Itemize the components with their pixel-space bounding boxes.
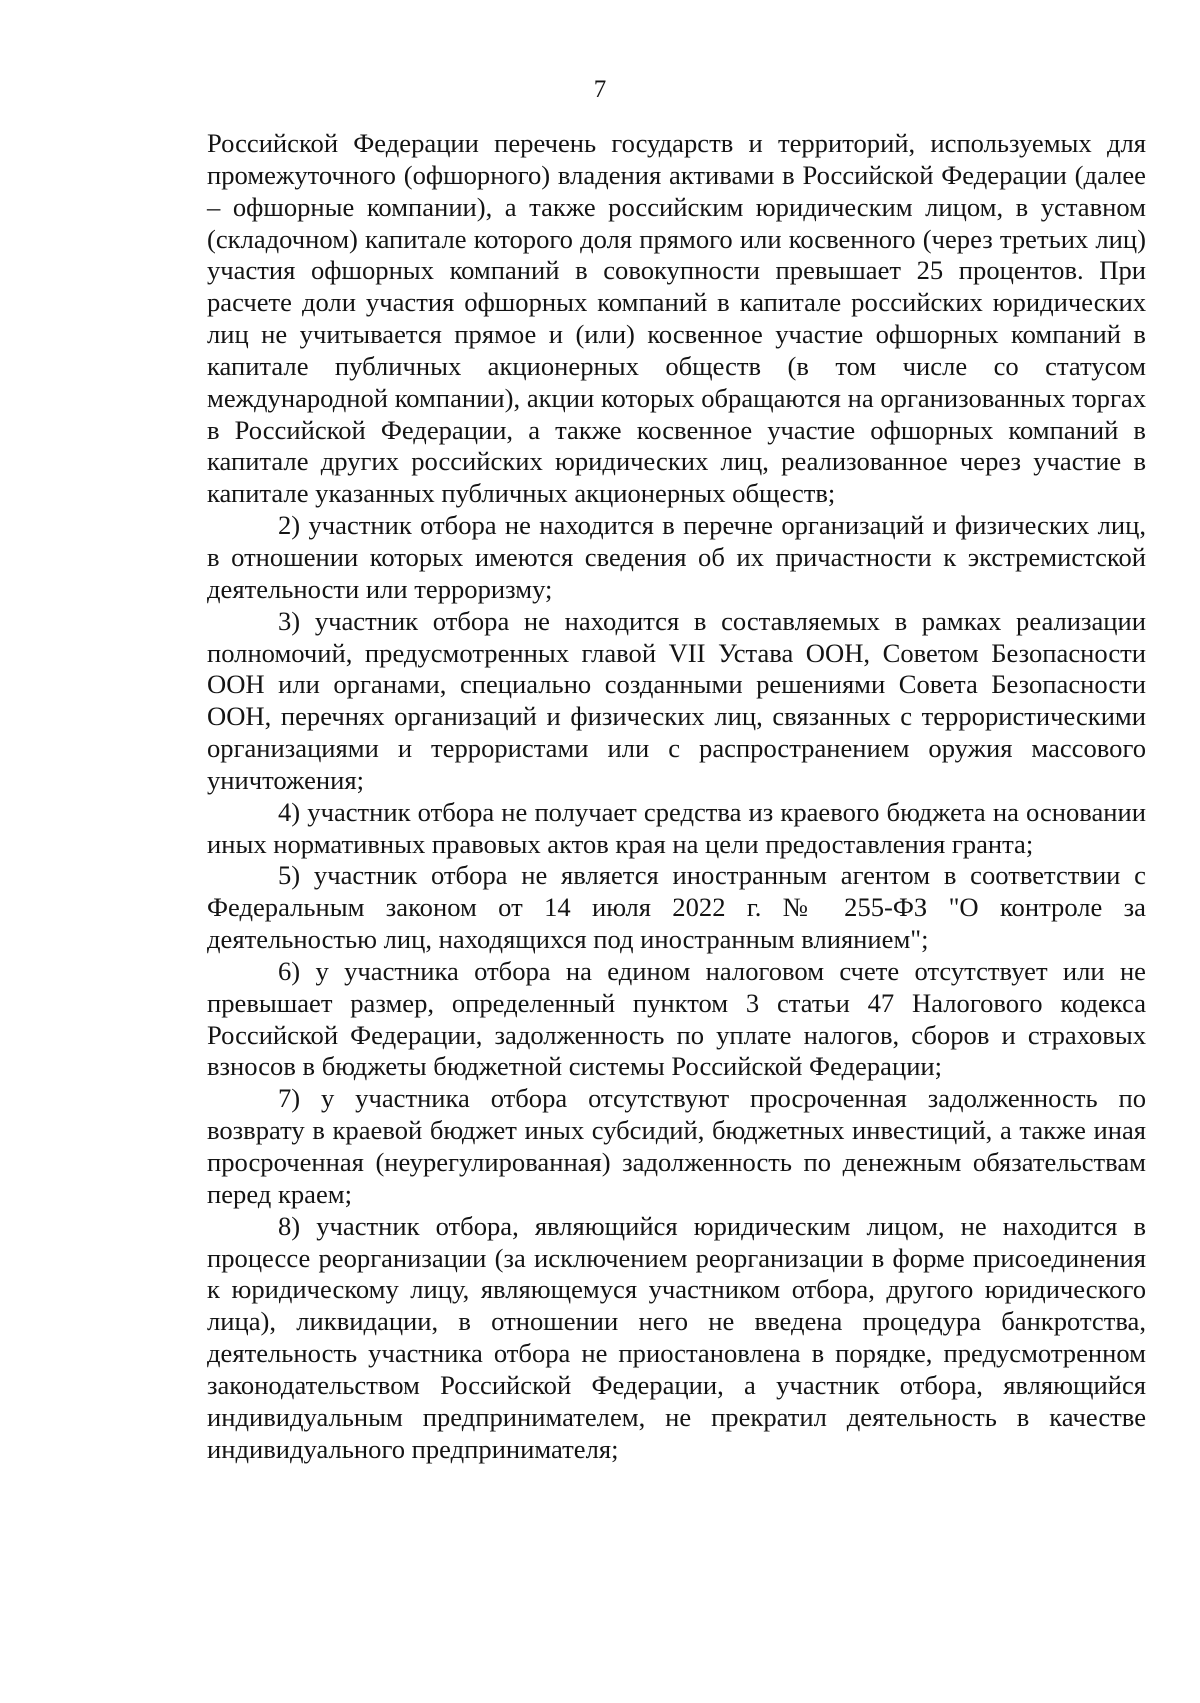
paragraph-offshore-continuation: Российской Федерации перечень государств и территорий, используемых для промежуточного (офшорного) владения активами в Российской Федерации (далее – офшорные компании), а также российским юридическим лицом, в уставном (складочном) капитале которого доля прямого или косвенного (через третьих лиц) участия офшорных компаний в совокупности превышает 25 процентов. При расчете доли участия офшорных компаний в капитале российских юридических лиц не учитывается прямое и (или) косвенное участие офшорных компаний в капитале публичных акционерных обществ (в том числе со статусом международной компании), акции которых обращаются на организованных торгах в Российской Федерации, а также косвенное участие офшорных компаний в капитале других российских юридических лиц, реализованное через участие в капитале указанных публичных акционерных обществ; bbox=[207, 128, 1146, 509]
paragraph-item-2: 2) участник отбора не находится в перечне организаций и физических лиц, в отношении которых имеются сведения об их причастности к экстремистской деятельности или терроризму; bbox=[207, 510, 1146, 604]
page-number: 7 bbox=[593, 76, 607, 103]
paragraph-item-8: 8) участник отбора, являющийся юридическим лицом, не находится в процессе реорганизации (за исключением реорганизации в форме присоединения к юридическому лицу, являющемуся участником отбора, другого юридического лица), ликвидации, в отношении него не введена процедура банкротства, деятельность участника отбора не приостановлена в порядке, предусмотренном законодательством Российской Федерации, а участник отбора, являющийся индивидуальным предпринимателем, не прекратил деятельность в качестве индивидуального предпринимателя; bbox=[207, 1210, 1146, 1464]
paragraph-item-7: 7) у участника отбора отсутствуют просроченная задолженность по возврату в краевой бюджет иных субсидий, бюджетных инвестиций, а также иная просроченная (неурегулированная) задолженность по денежным обязательствам перед краем; bbox=[207, 1083, 1146, 1209]
paragraph-item-3: 3) участник отбора не находится в составляемых в рамках реализации полномочий, предусмотренных главой VII Устава ООН, Советом Безопасности ООН или органами, специально созданными решениями Совета Безопасности ООН, перечнях организаций и физических лиц, связанных с террористическими организациями и террористами или с распространением оружия массового уничтожения; bbox=[207, 605, 1146, 795]
paragraph-item-6: 6) у участника отбора на едином налоговом счете отсутствует или не превышает размер, определенный пунктом 3 статьи 47 Налогового кодекса Российской Федерации, задолженность по уплате налогов, сборов и страховых взносов в бюджеты бюджетной системы Российской Федерации; bbox=[207, 955, 1146, 1082]
paragraph-item-5: 5) участник отбора не является иностранным агентом в соответствии с Федеральным законом от 14 июля 2022 г. № 255-ФЗ "О контроле за деятельностью лиц, находящихся под иностранным влиянием"; bbox=[207, 860, 1146, 955]
paragraph-item-4: 4) участник отбора не получает средства из краевого бюджета на основании иных нормативных правовых актов края на цели предоставления гранта; bbox=[207, 796, 1146, 859]
document-body bbox=[207, 128, 1146, 1465]
